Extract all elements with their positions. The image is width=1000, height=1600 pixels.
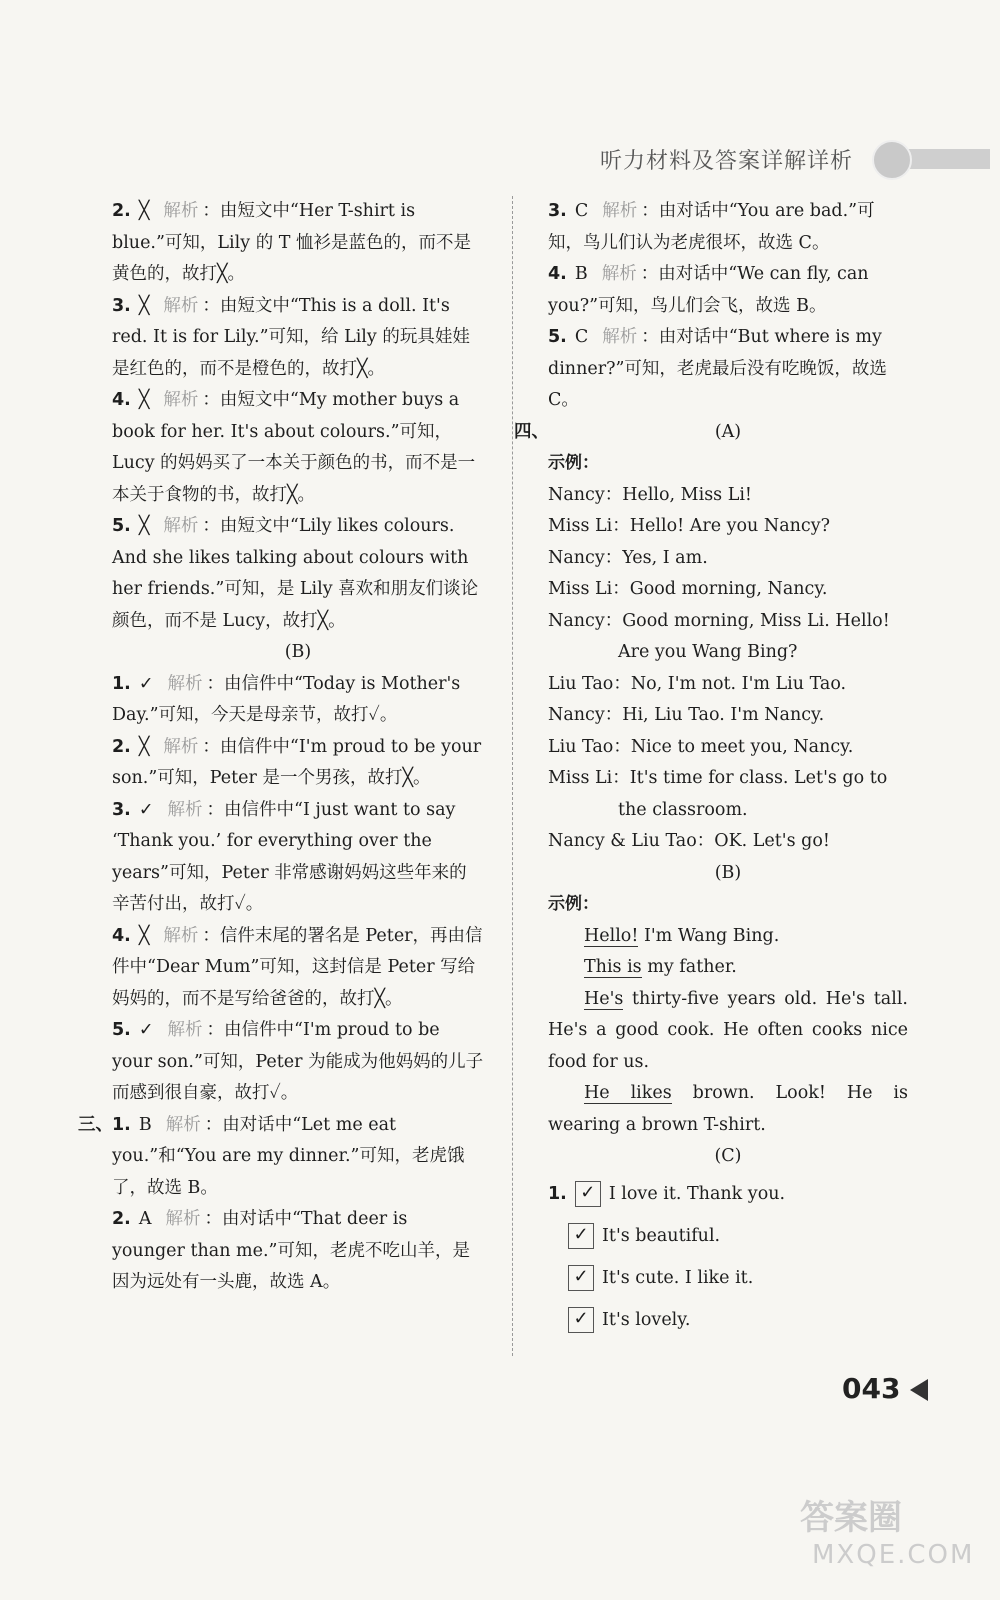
answer-item xyxy=(112,921,484,1016)
answer-mark: ╳ xyxy=(138,295,150,316)
header-smiley-icon xyxy=(872,140,912,180)
check-text: It's beautiful. xyxy=(602,1225,721,1246)
answer-number: 2. xyxy=(112,1209,131,1229)
check-text: It's cute. I like it. xyxy=(602,1267,754,1288)
dialogue-line: Nancy：Yes, I am. xyxy=(548,547,708,568)
analysis-tag: 解析 xyxy=(163,201,199,221)
answer-mark: A xyxy=(138,1209,152,1229)
answer-item xyxy=(112,196,484,291)
answer-number: 4. xyxy=(112,390,131,410)
analysis-text: ：由对话中“We can fly, can you?”可知，鸟儿们会飞，故选 B。 xyxy=(548,264,869,316)
analysis-text: ：由短文中“Lily likes colours. And she likes talking about colours with her friends.”可知，是 Lily 喜欢和朋友们谈论颜色，而不是 Lucy，故打╳。 xyxy=(112,516,479,631)
dialogue-line: Nancy：Hi, Liu Tao. I'm Nancy. xyxy=(548,705,825,725)
check-text: It's lovely. xyxy=(602,1309,691,1330)
answer-number: 3. xyxy=(112,799,131,820)
left-column xyxy=(78,196,484,1299)
example-label-a: 示例： xyxy=(548,453,599,473)
dialogue-line: Liu Tao：No, I'm not. I'm Liu Tao. xyxy=(548,673,847,694)
answers-part-a xyxy=(112,196,484,637)
answer-item xyxy=(112,511,484,637)
page-header xyxy=(600,140,1000,180)
section-b-title: (B) xyxy=(284,642,312,662)
analysis-text: ：由对话中“But where is my dinner?”可知，老虎最后没有吃晚饭，故选 C。 xyxy=(548,327,887,410)
paragraph-b xyxy=(548,921,908,1142)
check-row xyxy=(548,1257,908,1299)
analysis-text: ：信件末尾的署名是 Peter，再由信件中“Dear Mum”可知，这封信是 Peter 写给妈妈的，而不是写给爸爸的，故打╳。 xyxy=(112,925,483,1009)
answer-item xyxy=(548,322,908,417)
right-column xyxy=(514,196,908,1341)
page-number: 043 xyxy=(842,1372,901,1405)
answer-mark: ╳ xyxy=(138,516,150,536)
analysis-tag: 解析 xyxy=(167,799,203,820)
answer-item xyxy=(112,385,484,511)
answer-item xyxy=(548,259,908,322)
column-divider xyxy=(512,196,513,1356)
answer-number: 3. xyxy=(112,295,131,316)
analysis-text: ：由短文中“This is a doll. It's red. It is for Lily.”可知，给 Lily 的玩具娃娃是红色的，而不是橙色的，故打╳。 xyxy=(112,295,470,379)
answer-mark: ╳ xyxy=(138,201,150,221)
analysis-tag: 解析 xyxy=(163,295,199,316)
answer-mark: ╳ xyxy=(138,390,150,410)
answer-number: 1. xyxy=(112,673,131,694)
analysis-text: ：由对话中“Let me eat you.”和“You are my dinner.”可知，老虎饿了，故选 B。 xyxy=(112,1114,465,1198)
analysis-tag: 解析 xyxy=(601,264,637,284)
section-4c-title: (C) xyxy=(714,1146,742,1166)
example-label-b: 示例： xyxy=(548,894,599,914)
answers-section-3-continued xyxy=(548,196,908,417)
answer-item xyxy=(112,795,484,921)
answer-mark: C xyxy=(574,327,589,347)
analysis-tag: 解析 xyxy=(163,736,199,757)
dialogue-line: Nancy：Good morning, Miss Li. Hello! xyxy=(548,610,890,631)
check-list xyxy=(548,1173,908,1341)
answer-mark: B xyxy=(574,264,588,284)
dialogue xyxy=(548,480,908,858)
section-3-label: 三、 xyxy=(78,1114,113,1135)
analysis-tag: 解析 xyxy=(165,1209,201,1229)
answer-mark: C xyxy=(574,201,589,221)
answer-number: 5. xyxy=(548,327,567,347)
section-4b-title: (B) xyxy=(714,862,742,883)
answer-number: 5. xyxy=(112,516,131,536)
answer-mark: B xyxy=(138,1114,152,1135)
analysis-text: ：由短文中“Her T-shirt is blue.”可知，Lily 的 T 恤衫是蓝色的，而不是黄色的，故打╳。 xyxy=(112,201,471,284)
answer-number: 4. xyxy=(112,925,131,946)
analysis-tag: 解析 xyxy=(602,327,638,347)
check-row xyxy=(548,1299,908,1341)
answer-number: 3. xyxy=(548,201,567,221)
b-line-3: He's thirty-five years old. He's tall. He's a good cook. He often cooks nice food for us. xyxy=(548,988,908,1072)
analysis-tag: 解析 xyxy=(163,516,199,536)
answer-mark: ✓ xyxy=(138,673,154,694)
section-4a-title: (A) xyxy=(714,421,742,442)
checkbox-checked-icon: ✓ xyxy=(568,1223,594,1249)
dialogue-line: Are you Wang Bing? xyxy=(618,642,798,662)
answer-number: 2. xyxy=(112,201,131,221)
dialogue-line: Nancy：Hello, Miss Li! xyxy=(548,484,752,505)
header-title: 听力材料及答案详解详析 xyxy=(600,149,854,174)
answer-number: 5. xyxy=(112,1020,131,1040)
dialogue-line: Miss Li：It's time for class. Let's go to xyxy=(548,768,888,788)
b-line-4: He likes brown. Look! He is wearing a brown T-shirt. xyxy=(548,1083,908,1135)
watermark-logo: 答案圈 xyxy=(800,1498,902,1538)
check-row xyxy=(548,1215,908,1257)
answer-item xyxy=(112,669,484,732)
answer-number: 4. xyxy=(548,264,567,284)
answers-part-b xyxy=(112,669,484,1110)
check-number: 1. xyxy=(548,1183,567,1204)
analysis-text: ：由短文中“My mother buys a book for her. It's about colours.”可知，Lucy 的妈妈买了一本关于颜色的书，而不是一本关于食物的书，故打╳。 xyxy=(112,390,476,505)
analysis-text: ：由对话中“That deer is younger than me.”可知，老虎不吃山羊，是因为远处有一头鹿，故选 A。 xyxy=(112,1209,470,1292)
dialogue-line: Miss Li：Good morning, Nancy. xyxy=(548,579,828,599)
check-text: I love it. Thank you. xyxy=(608,1183,786,1204)
answer-number: 2. xyxy=(112,736,131,757)
checkbox-checked-icon: ✓ xyxy=(575,1181,601,1207)
dialogue-line: Liu Tao：Nice to meet you, Nancy. xyxy=(548,736,854,757)
answer-item xyxy=(112,1110,484,1205)
analysis-tag: 解析 xyxy=(602,201,638,221)
section-4 xyxy=(514,417,908,449)
page-arrow-icon xyxy=(910,1379,928,1401)
answer-item xyxy=(112,732,484,795)
analysis-tag: 解析 xyxy=(165,1114,201,1135)
analysis-tag: 解析 xyxy=(163,925,199,946)
header-decoration-bar xyxy=(900,149,990,169)
checkbox-checked-icon: ✓ xyxy=(568,1307,594,1333)
dialogue-line: Miss Li：Hello! Are you Nancy? xyxy=(548,516,830,536)
b-line-1: Hello! I'm Wang Bing. xyxy=(584,925,780,946)
analysis-text: ：由信件中“I just want to say ‘Thank you.’ for everything over the years”可知，Peter 非常感谢妈妈这些年来的辛苦付出，故打✓。 xyxy=(112,799,467,914)
answer-mark: ✓ xyxy=(138,799,154,820)
answers-section-3 xyxy=(112,1110,484,1299)
analysis-text: ：由信件中“I'm proud to be your son.”可知，Peter 为能成为他妈妈的儿子而感到很自豪，故打✓。 xyxy=(112,1020,484,1103)
analysis-text: ：由信件中“Today is Mother's Day.”可知，今天是母亲节，故打✓。 xyxy=(112,673,461,725)
answer-mark: ╳ xyxy=(138,736,150,757)
answer-number: 1. xyxy=(112,1114,131,1135)
answer-item xyxy=(112,1204,484,1299)
analysis-tag: 解析 xyxy=(167,1020,203,1040)
analysis-tag: 解析 xyxy=(163,390,199,410)
analysis-text: ：由信件中“I'm proud to be your son.”可知，Peter 是一个男孩，故打╳。 xyxy=(112,736,482,788)
answer-mark: ✓ xyxy=(138,1020,154,1040)
watermark-url: MXQE.COM xyxy=(812,1540,975,1570)
analysis-text: ：由对话中“You are bad.”可知，鸟儿们认为老虎很坏，故选 C。 xyxy=(548,201,875,253)
answer-item xyxy=(112,1015,484,1110)
section-3 xyxy=(78,1110,484,1299)
analysis-tag: 解析 xyxy=(167,673,203,694)
dialogue-line: Nancy & Liu Tao：OK. Let's go! xyxy=(548,831,830,851)
b-line-2: This is my father. xyxy=(584,957,737,977)
answer-mark: ╳ xyxy=(138,925,150,946)
check-row xyxy=(548,1173,908,1215)
dialogue-line: the classroom. xyxy=(618,799,748,820)
checkbox-checked-icon: ✓ xyxy=(568,1265,594,1291)
section-4-label: 四、 xyxy=(514,421,549,442)
answer-item xyxy=(112,291,484,386)
answer-item xyxy=(548,196,908,259)
